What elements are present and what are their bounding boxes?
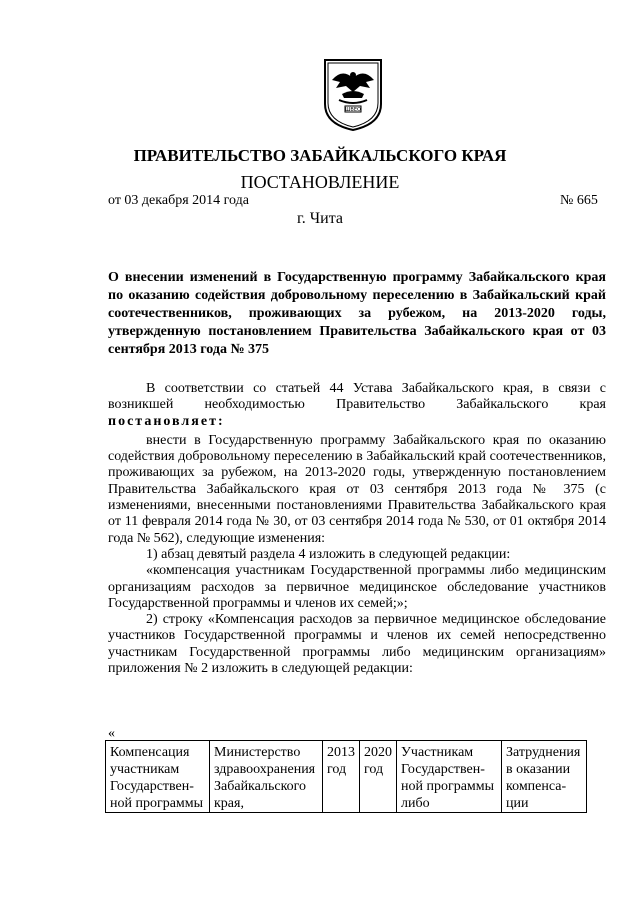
paragraph-3: «компенсация участникам Государственной программы либо медицинским организациям расходов за первичное медицинское обследование участников Государственной программы и членов их семей;»;	[108, 563, 606, 611]
paragraph-2: 1) абзац девятый раздела 4 изложить в следующей редакции:	[146, 546, 511, 562]
paragraph-1: внести в Государственную программу Забайкальского края по оказанию содействия добровольному переселению в Забайкальский край соотечественников, проживающих за рубежом, на 2013-2020 годы, утвержденную постановлением Правительства Забайкальского края от 03 сентября 2013 года № 375 (с изменениями, внесенными постановлениями Правительства Забайкальского края от 11 февраля 2014 года № 30, от 03 сентября 2014 года № 530, от 01 октября 2014 года № 562), следующие изменения:	[108, 432, 606, 546]
table-cell: Компенсация участникам Государствен-ной программы	[106, 741, 210, 813]
appendix-table	[105, 740, 587, 813]
emblem-text: ШВЕО	[345, 107, 361, 113]
document-date: от 03 декабря 2014 года	[108, 193, 249, 208]
document-body	[108, 381, 606, 677]
table-cell: 2013 год	[323, 741, 360, 813]
document-heading: О внесении изменений в Государственную программу Забайкальского края по оказанию содействия добровольному переселению в Забайкальский край соотечественников, проживающих за рубежом, на 2013-2020 годы, утвержденную постановлением Правительства Забайкальского края от 03 сентября 2013 года № 375	[108, 270, 606, 357]
quote-open: «	[108, 726, 115, 741]
paragraph-4: 2) строку «Компенсация расходов за первичное медицинское обследование участников Государственной программы и членов их семей непосредственно участникам Государственной программы либо медицинским организациям» приложения № 2 изложить в следующей редакции:	[108, 612, 606, 677]
table-row	[106, 741, 587, 813]
table-cell: Министерство здравоохранения Забайкальского края,	[210, 741, 323, 813]
document-type: ПОСТАНОВЛЕНИЕ	[240, 172, 400, 192]
coat-of-arms-emblem	[322, 58, 384, 132]
table-cell: Затруднения в оказании компенса-ции	[502, 741, 587, 813]
document-number: № 665	[560, 193, 598, 208]
intro-text: В соответствии со статьей 44 Устава Забайкальского края, в связи с возникшей необходимостью Правительство Забайкальского края	[108, 381, 606, 413]
intro-paragraph	[108, 381, 606, 430]
table-cell: 2020 год	[360, 741, 397, 813]
resolves-word: постановляет:	[108, 413, 225, 429]
table-cell: Участникам Государствен-ной программы либо	[397, 741, 502, 813]
government-title: ПРАВИТЕЛЬСТВО ЗАБАЙКАЛЬСКОГО КРАЯ	[133, 146, 507, 165]
document-city: г. Чита	[296, 210, 343, 227]
